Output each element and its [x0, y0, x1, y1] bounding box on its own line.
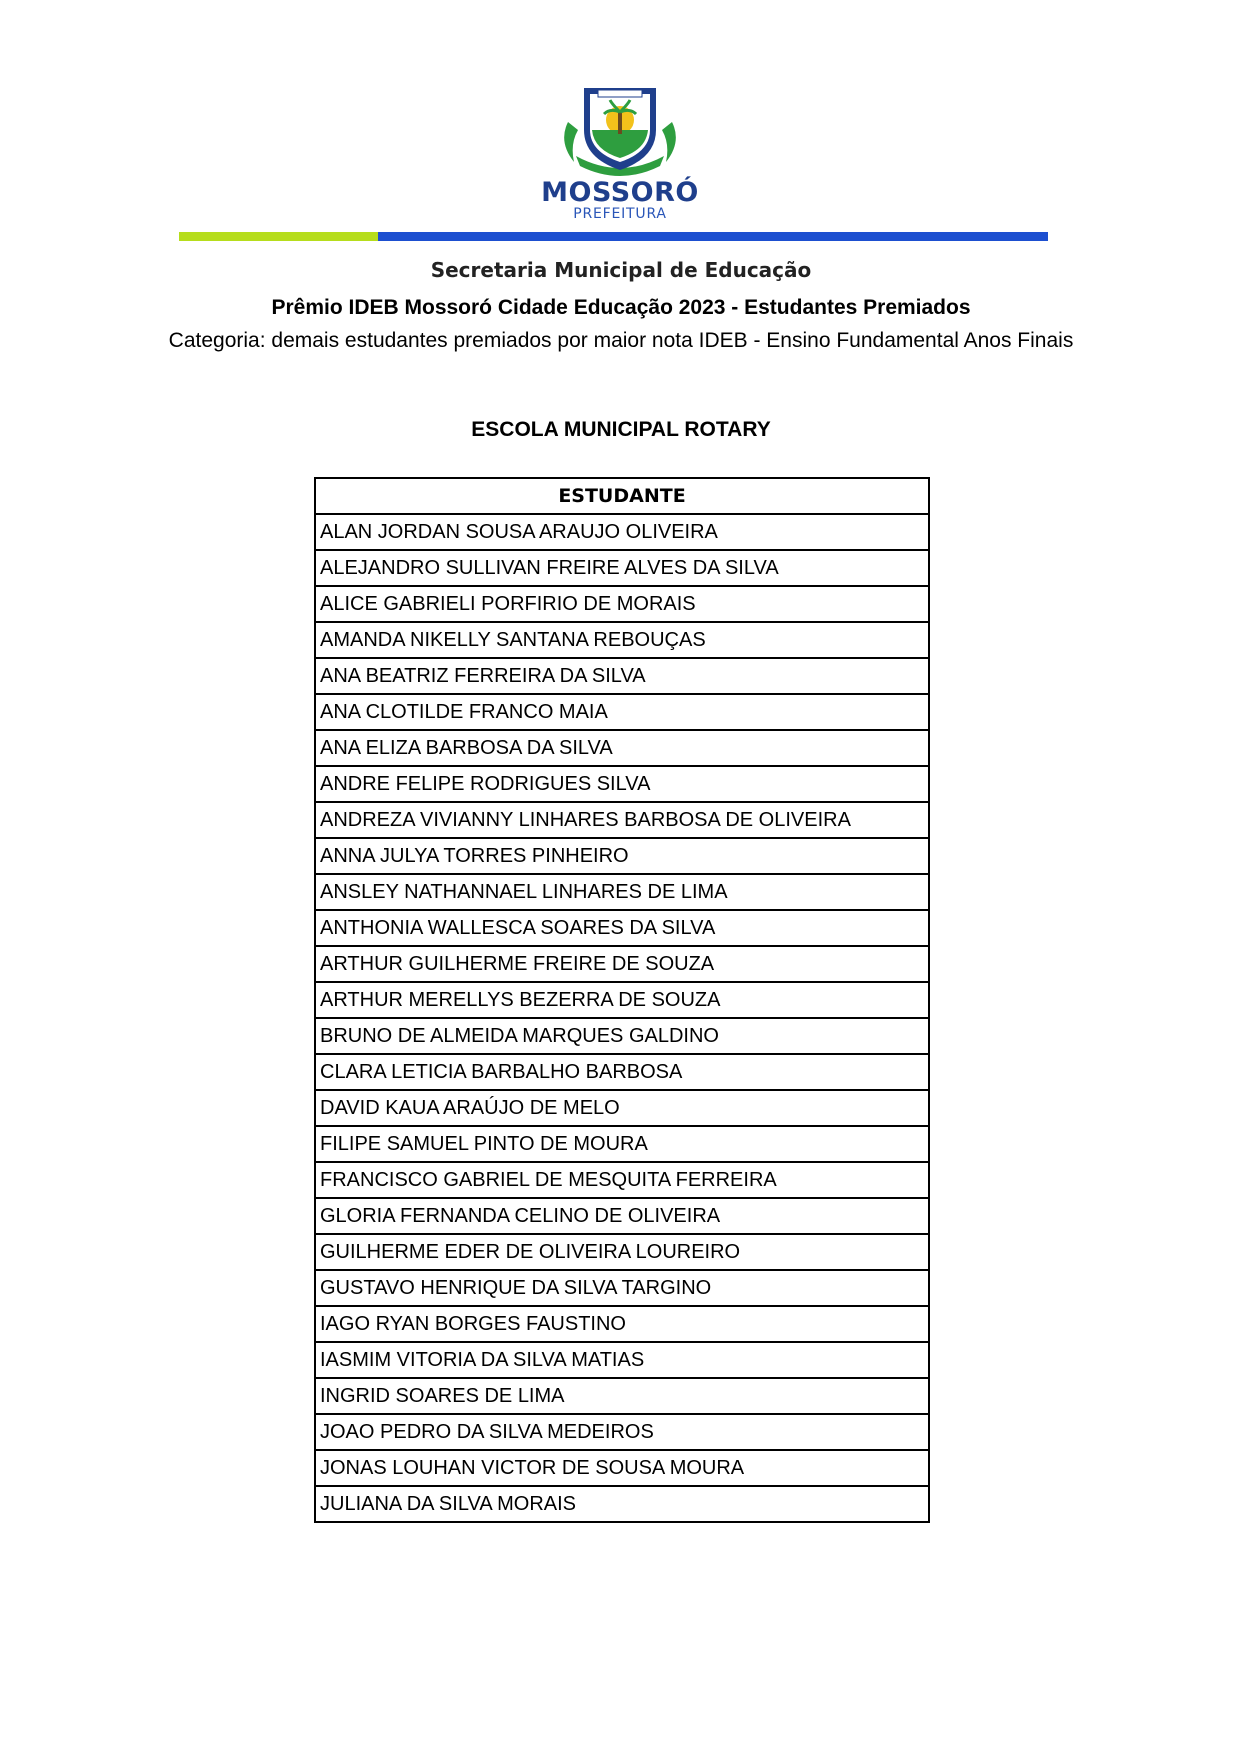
student-name-cell: ANA BEATRIZ FERREIRA DA SILVA [315, 658, 929, 694]
table-row [315, 586, 929, 622]
student-name-cell: JOAO PEDRO DA SILVA MEDEIROS [315, 1414, 929, 1450]
table-row [315, 1306, 929, 1342]
student-name-cell: ANSLEY NATHANNAEL LINHARES DE LIMA [315, 874, 929, 910]
logo-subtitle: PREFEITURA [573, 206, 667, 222]
header-band-blue [378, 232, 1048, 241]
student-name-cell: GLORIA FERNANDA CELINO DE OLIVEIRA [315, 1198, 929, 1234]
student-name-cell: ANA ELIZA BARBOSA DA SILVA [315, 730, 929, 766]
table-row [315, 1378, 929, 1414]
categoria-text: Categoria: demais estudantes premiados por maior nota IDEB - Ensino Fundamental Anos Finais [168, 329, 1074, 352]
table-row [315, 1054, 929, 1090]
table-row [315, 1414, 929, 1450]
student-name-cell: ANA CLOTILDE FRANCO MAIA [315, 694, 929, 730]
table-row [315, 1342, 929, 1378]
table-row [315, 910, 929, 946]
student-name-cell: ALEJANDRO SULLIVAN FREIRE ALVES DA SILVA [315, 550, 929, 586]
table-row [315, 658, 929, 694]
table-row [315, 550, 929, 586]
table-row [315, 730, 929, 766]
student-name-cell: IAGO RYAN BORGES FAUSTINO [315, 1306, 929, 1342]
table-body [315, 514, 929, 1522]
student-name-cell: ARTHUR GUILHERME FREIRE DE SOUZA [315, 946, 929, 982]
logo-wordmark: MOSSORÓ [541, 177, 699, 208]
student-name-cell: FRANCISCO GABRIEL DE MESQUITA FERREIRA [315, 1162, 929, 1198]
table-row [315, 1486, 929, 1522]
student-name-cell: DAVID KAUA ARAÚJO DE MELO [315, 1090, 929, 1126]
student-name-cell: ANDRE FELIPE RODRIGUES SILVA [315, 766, 929, 802]
coat-of-arms-icon [540, 82, 700, 177]
table-row [315, 1234, 929, 1270]
table-row [315, 622, 929, 658]
student-name-cell: INGRID SOARES DE LIMA [315, 1378, 929, 1414]
student-name-cell: BRUNO DE ALMEIDA MARQUES GALDINO [315, 1018, 929, 1054]
table-row [315, 946, 929, 982]
student-name-cell: ANDREZA VIVIANNY LINHARES BARBOSA DE OLIVEIRA [315, 802, 929, 838]
student-name-cell: IASMIM VITORIA DA SILVA MATIAS [315, 1342, 929, 1378]
student-name-cell: ALICE GABRIELI PORFIRIO DE MORAIS [315, 586, 929, 622]
header-band-green [179, 232, 378, 241]
student-name-cell: FILIPE SAMUEL PINTO DE MOURA [315, 1126, 929, 1162]
table-row [315, 838, 929, 874]
student-name-cell: GUILHERME EDER DE OLIVEIRA LOUREIRO [315, 1234, 929, 1270]
table-header-row [315, 478, 929, 514]
premio-title: Prêmio IDEB Mossoró Cidade Educação 2023 - Estudantes Premiados [271, 296, 971, 319]
student-name-cell: ANNA JULYA TORRES PINHEIRO [315, 838, 929, 874]
student-name-cell: GUSTAVO HENRIQUE DA SILVA TARGINO [315, 1270, 929, 1306]
table-row [315, 874, 929, 910]
student-name-cell: AMANDA NIKELLY SANTANA REBOUÇAS [315, 622, 929, 658]
table-row [315, 694, 929, 730]
table-row [315, 1090, 929, 1126]
student-name-cell: ARTHUR MERELLYS BEZERRA DE SOUZA [315, 982, 929, 1018]
mossoro-logo [540, 82, 700, 222]
table-row [315, 1198, 929, 1234]
table-row [315, 514, 929, 550]
student-name-cell: ANTHONIA WALLESCA SOARES DA SILVA [315, 910, 929, 946]
student-name-cell: JULIANA DA SILVA MORAIS [315, 1486, 929, 1522]
student-name-cell: JONAS LOUHAN VICTOR DE SOUSA MOURA [315, 1450, 929, 1486]
table-row [315, 1162, 929, 1198]
column-header-estudante: ESTUDANTE [315, 478, 929, 514]
student-name-cell: ALAN JORDAN SOUSA ARAUJO OLIVEIRA [315, 514, 929, 550]
student-name-cell: CLARA LETICIA BARBALHO BARBOSA [315, 1054, 929, 1090]
table-row [315, 802, 929, 838]
table-row [315, 1018, 929, 1054]
table-row [315, 1450, 929, 1486]
table-row [315, 1270, 929, 1306]
table-row [315, 766, 929, 802]
table-row [315, 982, 929, 1018]
table-row [315, 1126, 929, 1162]
secretaria-title: Secretaria Municipal de Educação [430, 258, 812, 282]
students-table [314, 477, 930, 1523]
school-name: ESCOLA MUNICIPAL ROTARY [471, 418, 771, 441]
